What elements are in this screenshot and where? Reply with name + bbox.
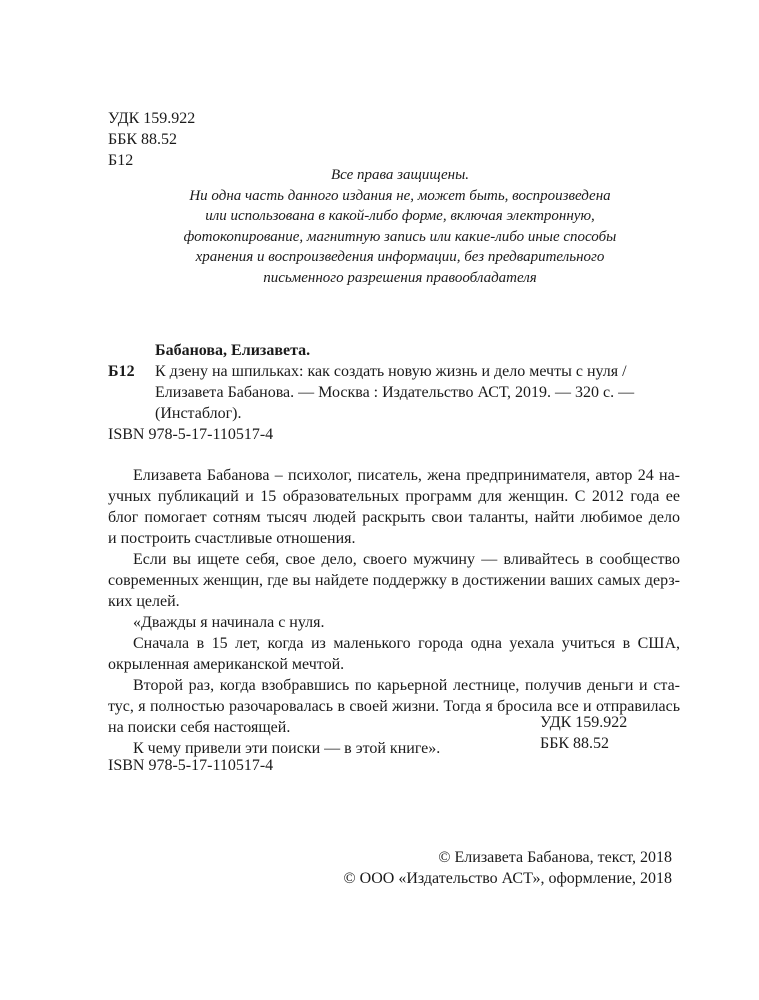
rights-line: или использована в какой-либо форме, включая электронную, [205, 208, 595, 225]
classification-codes-top [108, 108, 195, 171]
annotation-line: современных женщин, где вы найдете поддержку в достижении ваших самых дерз- [108, 572, 680, 589]
rights-notice [150, 165, 650, 289]
annotation-line: и построить счастливые отношения. [108, 530, 356, 547]
copyright-line: © Елизавета Бабанова, текст, 2018 [438, 849, 672, 866]
udk-code: УДК 159.922 [540, 714, 628, 731]
copyright-block [344, 847, 673, 889]
catalog-code: Б12 [108, 363, 135, 380]
annotation-line: Елизавета Бабанова – психолог, писатель, жена предпринимателя, автор 24 на- [133, 467, 680, 484]
bbk-code: ББК 88.52 [108, 131, 178, 148]
rights-line: письменного разрешения правообладателя [263, 269, 537, 286]
annotation-line: «Дважды я начинала с нуля. [133, 614, 325, 631]
annotation-line: на поиски себя настоящей. [108, 719, 291, 736]
annotation-line: К чему привели эти поиски — в этой книге». [133, 740, 441, 757]
rights-line: фотокопирование, магнитную запись или какие-либо иные способы [183, 228, 617, 245]
catalog-description-line: К дзену на шпильках: как создать новую жизнь и дело мечты с нуля / [155, 363, 627, 380]
annotation-line: ких целей. [108, 593, 180, 610]
author-sign: Б12 [108, 152, 134, 169]
annotation-line: блог помогает сотням тысяч людей раскрыть свои таланты, найти любимое дело [108, 509, 680, 526]
copyright-line: © ООО «Издательство АСТ», оформление, 2018 [343, 870, 672, 887]
catalog-description-line: (Инстаблог). [155, 405, 242, 422]
annotation-line: тус, я полностью разочаровалась в своей жизни. Тогда я бросила все и отправилась [108, 698, 680, 715]
bbk-code: ББК 88.52 [540, 735, 610, 752]
catalog-author: Бабанова, Елизавета. [155, 342, 311, 359]
catalog-description [155, 361, 675, 424]
classification-codes-bottom [540, 712, 670, 754]
isbn-top: ISBN 978-5-17-110517-4 [108, 426, 274, 443]
rights-line: Ни одна часть данного издания не, может быть, воспроизведена [189, 187, 611, 204]
annotation-line: учных публикаций и 15 образовательных программ для женщин. С 2012 года ее [108, 488, 680, 505]
udk-code: УДК 159.922 [108, 110, 196, 127]
annotation-line: Сначала в 15 лет, когда из маленького города одна уехала учиться в США, [133, 635, 680, 652]
annotation-line: Второй раз, когда взобравшись по карьерной лестнице, получив деньги и ста- [133, 677, 680, 694]
rights-line: Все права защищены. [330, 167, 470, 183]
rights-line: хранения и воспроизведения информации, без предварительного [195, 249, 605, 266]
annotation-line: Если вы ищете себя, свое дело, своего мужчину — вливайтесь в сообщество [133, 551, 680, 568]
catalog-description-line: Елизавета Бабанова. — Москва : Издательство АСТ, 2019. — 320 с. — [155, 384, 635, 401]
annotation-line: окрыленная американской мечтой. [108, 656, 345, 673]
isbn-bottom: ISBN 978-5-17-110517-4 [108, 757, 274, 774]
